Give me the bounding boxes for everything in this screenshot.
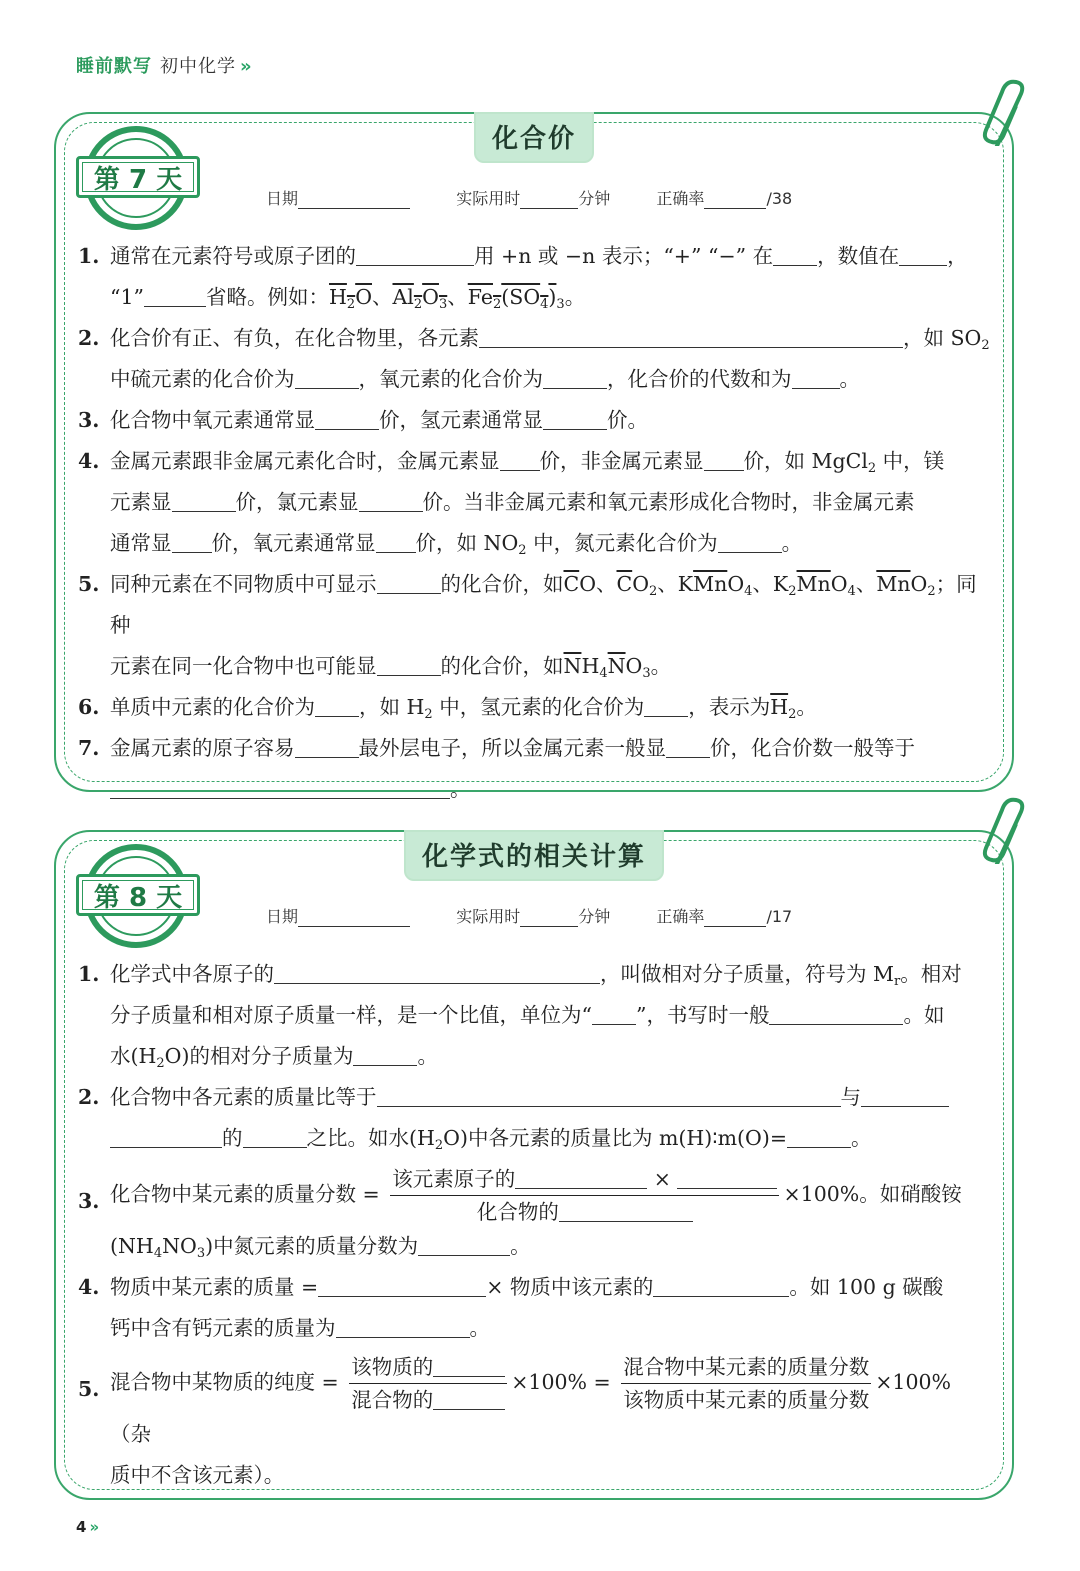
question-list [78, 236, 990, 810]
text: 价，氧元素通常显 [211, 531, 376, 555]
blank[interactable] [353, 1043, 417, 1066]
blank[interactable] [433, 1387, 505, 1410]
question-item: 6. 单质中元素的化合价为 ，如 $H_2$ 中，氢元素的化合价为 ，表示为$\overline{H}_2$。 [78, 687, 990, 728]
question-item [78, 564, 990, 687]
blank[interactable] [315, 694, 359, 717]
question-item: 3. 化合物中某元素的质量分数 = $\frac{\text{该元素原子的 ×}}{\text{化合物的}}$ ×100%。如硝酸铵 $(NH_4NO_3)$中氮元素的质量分数为 。 [78, 1167, 962, 1261]
blank[interactable] [377, 653, 441, 676]
blank[interactable] [666, 735, 710, 758]
time-unit: 分钟 [578, 189, 611, 208]
paperclip-icon [978, 794, 1026, 864]
accuracy-field[interactable] [704, 190, 766, 209]
blank[interactable] [718, 530, 782, 553]
blank[interactable] [144, 284, 206, 307]
text: 中硫元素的化合价为 [110, 367, 295, 391]
day-badge [76, 844, 200, 954]
blank[interactable] [769, 1002, 903, 1025]
text: 化合物的 [476, 1200, 559, 1224]
question-number: 6. [78, 695, 100, 719]
text: × 物质中该元素的 [486, 1275, 654, 1299]
text: 物质中某元素的质量 = [110, 1275, 319, 1299]
accuracy-label: 正确率 [656, 189, 705, 208]
page-number: 4 [76, 1518, 87, 1536]
text: 该元素原子的 [392, 1167, 516, 1191]
text: ， [947, 244, 968, 268]
blank[interactable] [644, 694, 688, 717]
text: 混合物中某物质的纯度 = [110, 1370, 339, 1394]
question-number: 7. [78, 736, 100, 760]
accuracy-total: /38 [766, 189, 793, 208]
text: 。如 100 g 碳酸 [789, 1275, 944, 1299]
text: 价。 [607, 408, 648, 432]
text: )中氮元素的质量分数为 [205, 1234, 419, 1258]
text: 化合物中氧元素通常显 [110, 408, 315, 432]
text: × [653, 1167, 671, 1191]
text: 的 [222, 1126, 243, 1150]
blank[interactable] [773, 243, 817, 266]
text: 同种元素在不同物质中可显示 [110, 572, 377, 596]
blank[interactable] [336, 1315, 470, 1338]
text: ；同种 [110, 572, 977, 637]
blank[interactable] [274, 961, 600, 984]
text: ，数值在 [817, 244, 900, 268]
text: 价，化合价数一般等于 [710, 736, 915, 760]
text: “1” [110, 285, 145, 309]
text: 中，镁 [876, 449, 945, 473]
day-label: 第 7 天 [76, 156, 200, 198]
text: 与 [840, 1085, 861, 1109]
text: ”，书写时一般 [635, 1003, 770, 1027]
text: 化合物中各元素的质量比等于 [110, 1085, 377, 1109]
text: 化合物中某元素的质量分数 = [110, 1182, 380, 1206]
blank[interactable] [315, 407, 379, 430]
blank[interactable] [318, 1274, 486, 1297]
text: 该物质的 [351, 1355, 434, 1379]
question-item: 1. 化学式中各原子的 ，叫做相对分子质量，符号为 $M_r$。相对 分子质量和相对原子质量一样，是一个比值，单位为“ ”，书写时一般 。如 水$(H_2O)$的相对分子质量为 。 [78, 954, 990, 1077]
fraction [349, 1353, 507, 1414]
text: 化合价有正、有负，在化合物里，各元素 [110, 326, 479, 350]
paperclip-icon [978, 76, 1026, 146]
blank[interactable] [110, 1125, 222, 1148]
subject-title: 初中化学 [160, 56, 236, 77]
text: ，叫做相对分子质量，符号为 M [600, 962, 895, 986]
text: 。 [781, 531, 803, 555]
question-number: 2. [78, 326, 100, 350]
blank[interactable] [110, 776, 450, 799]
brand-title: 睡前默写 [76, 56, 152, 77]
text: 中，氮元素化合价为 [526, 531, 718, 555]
text: 元素显 [110, 490, 172, 514]
blank[interactable] [376, 530, 416, 553]
text: NO [162, 1234, 197, 1258]
question-number: 3. [78, 1189, 100, 1213]
text: 价，氯元素显 [235, 490, 359, 514]
question-number: 4. [78, 1275, 100, 1299]
question-number: 3. [78, 408, 100, 432]
text: ，表示为 [688, 695, 771, 719]
text: 用 +n 或 −n 表示；“+” “−” 在 [474, 244, 774, 268]
page-footer [76, 1518, 99, 1536]
text: 之比。如水(H [306, 1126, 435, 1150]
text: 化学式中各原子的 [110, 962, 274, 986]
blank[interactable] [515, 1166, 647, 1189]
blank[interactable] [377, 1084, 841, 1107]
question-item [78, 236, 990, 318]
blank[interactable] [359, 489, 423, 512]
date-label: 日期 [266, 189, 299, 208]
blank[interactable] [172, 489, 236, 512]
chevron-icon: » [89, 1518, 100, 1536]
question-number: 5. [78, 572, 100, 596]
question-item: 7. 金属元素的原子容易 最外层电子，所以金属元素一般显 价，化合价数一般等于 。 [78, 728, 990, 810]
question-list [78, 954, 990, 1496]
date-label: 日期 [266, 907, 299, 926]
question-number: 2. [78, 1085, 100, 1109]
blank[interactable] [295, 366, 359, 389]
text: 。相对 [900, 962, 962, 986]
text: 省略。例如： [206, 285, 330, 309]
text: 混合物中某元素的质量分数 [621, 1353, 871, 1384]
time-label: 实际用时 [456, 907, 521, 926]
text: 。如 [903, 1003, 945, 1027]
text: 价，如 NO [415, 531, 519, 555]
text: 分子质量和相对原子质量一样，是一个比值，单位为“ [110, 1003, 592, 1027]
question-item: 4. 物质中某元素的质量 = × 物质中该元素的 。如 100 g 碳酸 钙中含有钙元素的质量为 。 [78, 1267, 990, 1349]
text: 价。当非金属元素和氧元素形成化合物时，非金属元素 [422, 490, 915, 514]
fraction [390, 1165, 779, 1226]
blank[interactable] [899, 243, 947, 266]
section-title: 化学式的相关计算 [404, 830, 664, 881]
blank[interactable] [377, 571, 441, 594]
question-item: 4. 金属元素跟非金属元素化合时，金属元素显 价，非金属元素显 价，如 MgCl$_2$ 中，镁 元素显 价，氯元素显 价。当非金属元素和氧元素形成化合物时，非金属元素 通常显 价，氧元素通常显 价，如 $NO_2$ 中，氮元素化合价为 。 [78, 441, 990, 564]
question-number: 5. [78, 1377, 100, 1401]
meta-row [266, 186, 792, 209]
blank[interactable] [559, 1199, 693, 1222]
blank[interactable] [787, 1125, 851, 1148]
text: ，如 SO [903, 326, 982, 350]
text: 最外层电子，所以金属元素一般显 [358, 736, 666, 760]
text: 水(H [110, 1044, 157, 1068]
date-field[interactable] [298, 190, 410, 209]
text: O)的相对分子质量为 [164, 1044, 354, 1068]
text: 价，氢元素通常显 [379, 408, 543, 432]
question-number: 1. [78, 244, 100, 268]
text: 通常在元素符号或原子团的 [110, 244, 356, 268]
text: ，如 H [359, 695, 425, 719]
question-item: 2. 化合物中各元素的质量比等于 与 的 之比。如水$(H_2O)$中各元素的质量比为 m(H)∶m(O)= 。 [78, 1077, 990, 1159]
date-field[interactable] [298, 908, 410, 927]
blank[interactable] [295, 735, 359, 758]
text: 价，非金属元素显 [539, 449, 704, 473]
text: 通常显 [110, 531, 172, 555]
question-item [78, 1353, 990, 1496]
time-label: 实际用时 [456, 189, 521, 208]
day-badge [76, 126, 200, 236]
blank[interactable] [592, 1002, 636, 1025]
text: 的化合价，如 [440, 572, 564, 596]
blank[interactable] [543, 366, 607, 389]
blank[interactable] [704, 448, 744, 471]
text: ，氧元素的化合价为 [358, 367, 543, 391]
time-field[interactable] [520, 908, 578, 927]
accuracy-field[interactable] [704, 908, 766, 927]
blank[interactable] [543, 407, 607, 430]
text: ，化合价的代数和为 [607, 367, 792, 391]
text: ×100%（杂 [110, 1370, 952, 1446]
question-item: 2. 化合价有正、有负，在化合物里，各元素 ，如 $SO_2$ 中硫元素的化合价为 ，氧元素的化合价为 ，化合价的代数和为 。 [78, 318, 990, 400]
text: 混合物的 [351, 1388, 434, 1412]
blank[interactable] [861, 1084, 949, 1107]
text: 的化合价，如 [440, 654, 564, 678]
text: 价，如 MgCl [743, 449, 868, 473]
text: 质中不含该元素）。 [110, 1463, 285, 1487]
question-number: 1. [78, 962, 100, 986]
text: ×100% = [511, 1370, 611, 1394]
accuracy-label: 正确率 [656, 907, 705, 926]
chevron-icon: » [240, 56, 253, 77]
blank[interactable] [433, 1354, 505, 1377]
formula: $\overline{H}_2$。 [770, 695, 817, 722]
blank[interactable] [172, 530, 212, 553]
section-title: 化合价 [474, 112, 594, 163]
blank[interactable] [500, 448, 540, 471]
formula: $\overline{N}H_4\overline{N}O_3$。 [563, 654, 672, 681]
blank[interactable] [677, 1166, 777, 1189]
blank[interactable] [479, 325, 903, 348]
text: O)中各元素的质量比为 m(H)∶m(O)= [443, 1126, 788, 1150]
blank[interactable] [653, 1274, 789, 1297]
blank[interactable] [792, 366, 840, 389]
text: 金属元素跟非金属元素化合时，金属元素显 [110, 449, 500, 473]
day8-card [54, 830, 1014, 1500]
meta-row [266, 904, 792, 927]
question-number: 4. [78, 449, 100, 473]
text: 金属元素的原子容易 [110, 736, 295, 760]
day-label: 第 8 天 [76, 874, 200, 916]
day7-card [54, 112, 1014, 801]
blank[interactable] [356, 243, 474, 266]
blank[interactable] [243, 1125, 307, 1148]
text: 元素在同一化合物中也可能显 [110, 654, 377, 678]
text: 该物质中某元素的质量分数 [623, 1388, 870, 1412]
accuracy-total: /17 [766, 907, 793, 926]
text: 钙中含有钙元素的质量为 [110, 1316, 336, 1340]
time-unit: 分钟 [578, 907, 611, 926]
question-item [78, 400, 990, 441]
time-field[interactable] [520, 190, 578, 209]
text: 单质中元素的化合价为 [110, 695, 315, 719]
text: ×100%。如硝酸铵 [783, 1182, 962, 1206]
text: 中，氢元素的化合价为 [432, 695, 645, 719]
text: (NH [110, 1234, 154, 1258]
formula: $\overline{C}O$、$\overline{C}O_2$、$K\overline{Mn}O_4$、$K_2\overline{Mn}O_4$、$\overline{Mn}O_2$ [563, 572, 936, 599]
fraction [621, 1353, 871, 1414]
blank[interactable] [418, 1233, 510, 1256]
text: 。 [839, 367, 860, 391]
page-header [76, 52, 253, 78]
formula: $H_2O$、$Al_2O_3$、$Fe_2(SO_4)_3$。 [329, 285, 586, 312]
